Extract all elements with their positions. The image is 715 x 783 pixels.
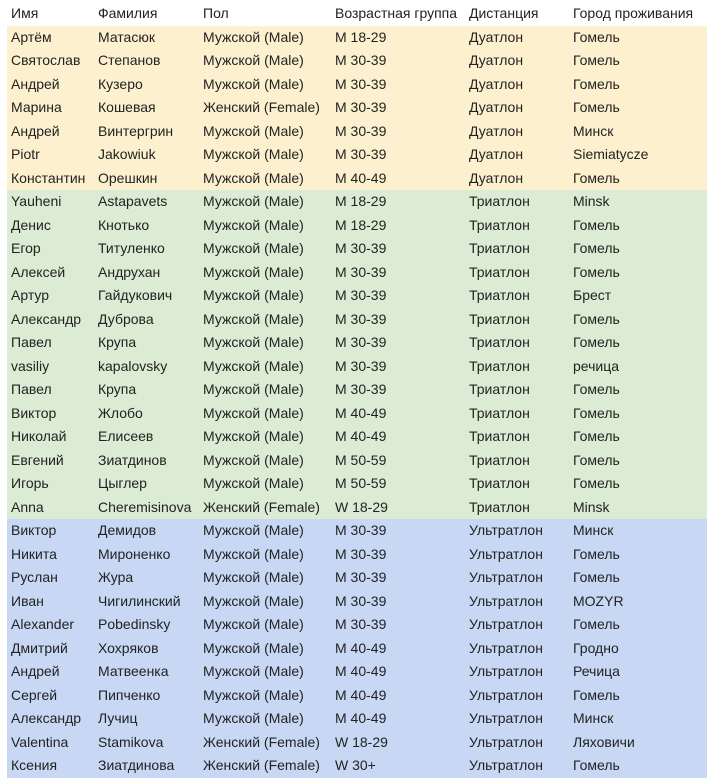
table-row (7, 378, 707, 402)
last-name-cell: kapalovsky (98, 357, 168, 374)
distance-cell: Дуатлон (469, 99, 524, 115)
gender-cell: Мужской (Male) (203, 193, 304, 209)
gender-cell: Мужской (Male) (203, 381, 304, 397)
city-cell: Гомель (573, 99, 620, 115)
table-row (7, 613, 707, 637)
distance-cell: Триатлон (469, 451, 530, 468)
city-cell: Гомель (573, 310, 620, 327)
first-name-cell: Valentina (11, 733, 69, 750)
distance-cell: Ультратлон (469, 639, 543, 656)
last-name-cell: Матасюк (98, 28, 155, 45)
last-name-cell: Зиатдинов (98, 451, 167, 468)
table-row (7, 731, 707, 755)
last-name-cell: Хохряков (98, 639, 159, 656)
city-cell: Гомель (573, 451, 620, 468)
distance-cell: Триатлон (469, 498, 530, 515)
distance-cell: Дуатлон (469, 169, 524, 186)
age-group-cell: M 30-39 (335, 522, 387, 538)
table-header (7, 2, 707, 26)
participants-table (7, 2, 707, 778)
age-group-cell: M 30-39 (335, 146, 387, 162)
distance-cell: Ультратлон (469, 757, 543, 773)
table-row (7, 543, 707, 567)
distance-cell: Ультратлон (469, 710, 543, 726)
table-row (7, 167, 707, 191)
header-distance: Дистанция (465, 2, 569, 26)
city-cell: Гомель (573, 75, 620, 92)
distance-cell: Дуатлон (469, 52, 524, 68)
distance-cell: Триатлон (469, 287, 530, 303)
table-row (7, 96, 707, 120)
city-cell: Гомель (573, 757, 620, 773)
first-name-cell: Павел (11, 334, 52, 350)
table-row (7, 684, 707, 708)
first-name-cell: Виктор (11, 404, 57, 421)
city-cell: Minsk (573, 498, 610, 515)
city-cell: речица (573, 357, 620, 374)
header-row (7, 2, 707, 26)
distance-cell: Ультратлон (469, 733, 543, 750)
city-cell: Гомель (573, 240, 620, 256)
age-group-cell: M 30-39 (335, 616, 387, 632)
age-group-cell: M 40-49 (335, 169, 387, 186)
table-row (7, 707, 707, 731)
last-name-cell: Stamikova (98, 733, 164, 750)
city-cell: Речица (573, 663, 620, 679)
gender-cell: Мужской (Male) (203, 404, 304, 421)
gender-cell: Женский (Female) (203, 99, 320, 115)
distance-cell: Ультратлон (469, 592, 543, 609)
age-group-cell: M 40-49 (335, 428, 387, 444)
city-cell: Гомель (573, 216, 620, 233)
last-name-cell: Мироненко (98, 545, 171, 562)
table-row (7, 472, 707, 496)
distance-cell: Триатлон (469, 334, 530, 350)
distance-cell: Триатлон (469, 240, 530, 256)
last-name-cell: Матвеенка (98, 663, 169, 679)
table-row (7, 237, 707, 261)
last-name-cell: Зиатдинова (98, 757, 175, 773)
age-group-cell: M 30-39 (335, 569, 387, 585)
gender-cell: Мужской (Male) (203, 569, 304, 585)
age-group-cell: M 30-39 (335, 99, 387, 115)
age-group-cell: M 40-49 (335, 639, 387, 656)
age-group-cell: W 18-29 (335, 733, 388, 750)
age-group-cell: M 30-39 (335, 357, 387, 374)
city-cell: Минск (573, 522, 614, 538)
first-name-cell: vasiliy (11, 357, 50, 374)
age-group-cell: M 18-29 (335, 193, 387, 209)
last-name-cell: Андрухан (98, 263, 161, 280)
header-first-name: Имя (7, 2, 94, 26)
gender-cell: Мужской (Male) (203, 451, 304, 468)
distance-cell: Дуатлон (469, 122, 524, 139)
gender-cell: Мужской (Male) (203, 263, 304, 280)
gender-cell: Мужской (Male) (203, 616, 304, 632)
distance-cell: Ультратлон (469, 545, 543, 562)
table-row (7, 214, 707, 238)
city-cell: Гомель (573, 169, 620, 186)
gender-cell: Женский (Female) (203, 733, 320, 750)
gender-cell: Мужской (Male) (203, 75, 304, 92)
first-name-cell: Артём (11, 28, 52, 45)
age-group-cell: M 40-49 (335, 686, 387, 703)
gender-cell: Мужской (Male) (203, 287, 304, 303)
first-name-cell: Ксения (11, 757, 58, 773)
distance-cell: Ультратлон (469, 522, 543, 538)
gender-cell: Мужской (Male) (203, 639, 304, 656)
city-cell: Гомель (573, 381, 620, 397)
last-name-cell: Пипченко (98, 686, 161, 703)
distance-cell: Триатлон (469, 310, 530, 327)
gender-cell: Мужской (Male) (203, 52, 304, 68)
city-cell: Гродно (573, 639, 619, 656)
last-name-cell: Елисеев (98, 428, 154, 444)
first-name-cell: Марина (11, 99, 62, 115)
gender-cell: Мужской (Male) (203, 428, 304, 444)
city-cell: Гомель (573, 616, 620, 632)
last-name-cell: Орешкин (98, 169, 158, 186)
gender-cell: Мужской (Male) (203, 545, 304, 562)
age-group-cell: M 30-39 (335, 240, 387, 256)
distance-cell: Ультратлон (469, 616, 543, 632)
age-group-cell: M 18-29 (335, 216, 387, 233)
city-cell: Гомель (573, 475, 620, 491)
gender-cell: Мужской (Male) (203, 122, 304, 139)
age-group-cell: M 18-29 (335, 28, 387, 45)
gender-cell: Женский (Female) (203, 757, 320, 773)
table-row (7, 355, 707, 379)
table-row (7, 120, 707, 144)
last-name-cell: Jakowiuk (98, 146, 156, 162)
table-row (7, 425, 707, 449)
age-group-cell: M 30-39 (335, 334, 387, 350)
gender-cell: Мужской (Male) (203, 357, 304, 374)
first-name-cell: Николай (11, 428, 67, 444)
table-row (7, 308, 707, 332)
header-age-group: Возрастная группа (331, 2, 465, 26)
last-name-cell: Цыглер (98, 475, 147, 491)
first-name-cell: Виктор (11, 522, 57, 538)
table-body (7, 26, 707, 778)
table-row (7, 331, 707, 355)
distance-cell: Триатлон (469, 216, 530, 233)
distance-cell: Ультратлон (469, 569, 543, 585)
age-group-cell: M 30-39 (335, 381, 387, 397)
gender-cell: Мужской (Male) (203, 169, 304, 186)
distance-cell: Триатлон (469, 263, 530, 280)
city-cell: Гомель (573, 263, 620, 280)
city-cell: Гомель (573, 545, 620, 562)
city-cell: Минск (573, 710, 614, 726)
first-name-cell: Александр (11, 310, 82, 327)
last-name-cell: Кошевая (98, 99, 156, 115)
table-row (7, 660, 707, 684)
header-city: Город проживания (569, 2, 707, 26)
last-name-cell: Крупа (98, 381, 137, 397)
last-name-cell: Жлобо (98, 404, 143, 421)
last-name-cell: Pobedinsky (98, 616, 171, 632)
city-cell: Siemiatycze (573, 146, 649, 162)
distance-cell: Ультратлон (469, 686, 543, 703)
distance-cell: Триатлон (469, 193, 530, 209)
last-name-cell: Кнотько (98, 216, 150, 233)
first-name-cell: Евгений (11, 451, 64, 468)
age-group-cell: M 30-39 (335, 287, 387, 303)
last-name-cell: Винтергрин (98, 122, 174, 139)
city-cell: Minsk (573, 193, 610, 209)
age-group-cell: M 50-59 (335, 475, 387, 491)
table-row (7, 566, 707, 590)
last-name-cell: Чигилинский (98, 592, 181, 609)
table-row (7, 26, 707, 50)
city-cell: Ляховичи (573, 733, 635, 750)
first-name-cell: Андрей (11, 122, 60, 139)
first-name-cell: Anna (11, 498, 44, 515)
first-name-cell: Андрей (11, 663, 60, 679)
first-name-cell: Егор (11, 240, 41, 256)
city-cell: Брест (573, 287, 612, 303)
city-cell: Гомель (573, 28, 620, 45)
age-group-cell: M 30-39 (335, 52, 387, 68)
gender-cell: Мужской (Male) (203, 710, 304, 726)
gender-cell: Мужской (Male) (203, 334, 304, 350)
first-name-cell: Игорь (11, 475, 49, 491)
last-name-cell: Крупа (98, 334, 137, 350)
city-cell: Минск (573, 122, 614, 139)
table-row (7, 449, 707, 473)
header-gender: Пол (199, 2, 331, 26)
table-row (7, 143, 707, 167)
distance-cell: Дуатлон (469, 28, 524, 45)
first-name-cell: Александр (11, 710, 82, 726)
gender-cell: Женский (Female) (203, 498, 320, 515)
gender-cell: Мужской (Male) (203, 663, 304, 679)
first-name-cell: Павел (11, 381, 52, 397)
gender-cell: Мужской (Male) (203, 592, 304, 609)
gender-cell: Мужской (Male) (203, 522, 304, 538)
first-name-cell: Дмитрий (11, 639, 68, 656)
age-group-cell: M 30-39 (335, 75, 387, 92)
gender-cell: Мужской (Male) (203, 475, 304, 491)
last-name-cell: Дуброва (98, 310, 154, 327)
table-row (7, 73, 707, 97)
gender-cell: Мужской (Male) (203, 146, 304, 162)
last-name-cell: Степанов (98, 52, 161, 68)
last-name-cell: Демидов (98, 522, 157, 538)
table-row (7, 284, 707, 308)
age-group-cell: W 18-29 (335, 498, 388, 515)
first-name-cell: Piotr (11, 146, 40, 162)
table-row (7, 190, 707, 214)
distance-cell: Триатлон (469, 475, 530, 491)
first-name-cell: Никита (11, 545, 57, 562)
distance-cell: Ультратлон (469, 663, 543, 679)
gender-cell: Мужской (Male) (203, 28, 304, 45)
gender-cell: Мужской (Male) (203, 240, 304, 256)
first-name-cell: Денис (11, 216, 51, 233)
age-group-cell: M 30-39 (335, 122, 387, 139)
age-group-cell: W 30+ (335, 757, 376, 773)
gender-cell: Мужской (Male) (203, 686, 304, 703)
city-cell: Гомель (573, 404, 620, 421)
city-cell: Гомель (573, 569, 620, 585)
age-group-cell: M 30-39 (335, 310, 387, 327)
city-cell: Гомель (573, 686, 620, 703)
first-name-cell: Андрей (11, 75, 60, 92)
table-row (7, 49, 707, 73)
header-last-name: Фамилия (94, 2, 199, 26)
first-name-cell: Yauheni (11, 193, 62, 209)
table-row (7, 496, 707, 520)
city-cell: Гомель (573, 334, 620, 350)
city-cell: MOZYR (573, 592, 624, 609)
age-group-cell: M 30-39 (335, 263, 387, 280)
age-group-cell: M 30-39 (335, 545, 387, 562)
city-cell: Гомель (573, 52, 620, 68)
first-name-cell: Alexander (11, 616, 75, 632)
last-name-cell: Cheremisinova (98, 498, 192, 515)
distance-cell: Триатлон (469, 381, 530, 397)
first-name-cell: Иван (11, 592, 44, 609)
gender-cell: Мужской (Male) (203, 216, 304, 233)
age-group-cell: M 30-39 (335, 592, 387, 609)
first-name-cell: Сергей (11, 686, 58, 703)
table-row (7, 754, 707, 778)
age-group-cell: M 40-49 (335, 404, 387, 421)
distance-cell: Триатлон (469, 428, 530, 444)
table-row (7, 261, 707, 285)
last-name-cell: Лучиц (98, 710, 138, 726)
last-name-cell: Титуленко (98, 240, 165, 256)
first-name-cell: Алексей (11, 263, 66, 280)
table-row (7, 402, 707, 426)
age-group-cell: M 40-49 (335, 663, 387, 679)
first-name-cell: Святослав (11, 52, 81, 68)
last-name-cell: Astapavets (98, 193, 168, 209)
table-row (7, 590, 707, 614)
last-name-cell: Кузеро (98, 75, 143, 92)
distance-cell: Триатлон (469, 404, 530, 421)
distance-cell: Дуатлон (469, 146, 524, 162)
distance-cell: Триатлон (469, 357, 530, 374)
first-name-cell: Артур (11, 287, 50, 303)
first-name-cell: Константин (11, 169, 86, 186)
age-group-cell: M 50-59 (335, 451, 387, 468)
last-name-cell: Жура (98, 569, 134, 585)
table-row (7, 637, 707, 661)
last-name-cell: Гайдукович (98, 287, 173, 303)
city-cell: Гомель (573, 428, 620, 444)
first-name-cell: Руслан (11, 569, 58, 585)
table-row (7, 519, 707, 543)
distance-cell: Дуатлон (469, 75, 524, 92)
gender-cell: Мужской (Male) (203, 310, 304, 327)
age-group-cell: M 40-49 (335, 710, 387, 726)
